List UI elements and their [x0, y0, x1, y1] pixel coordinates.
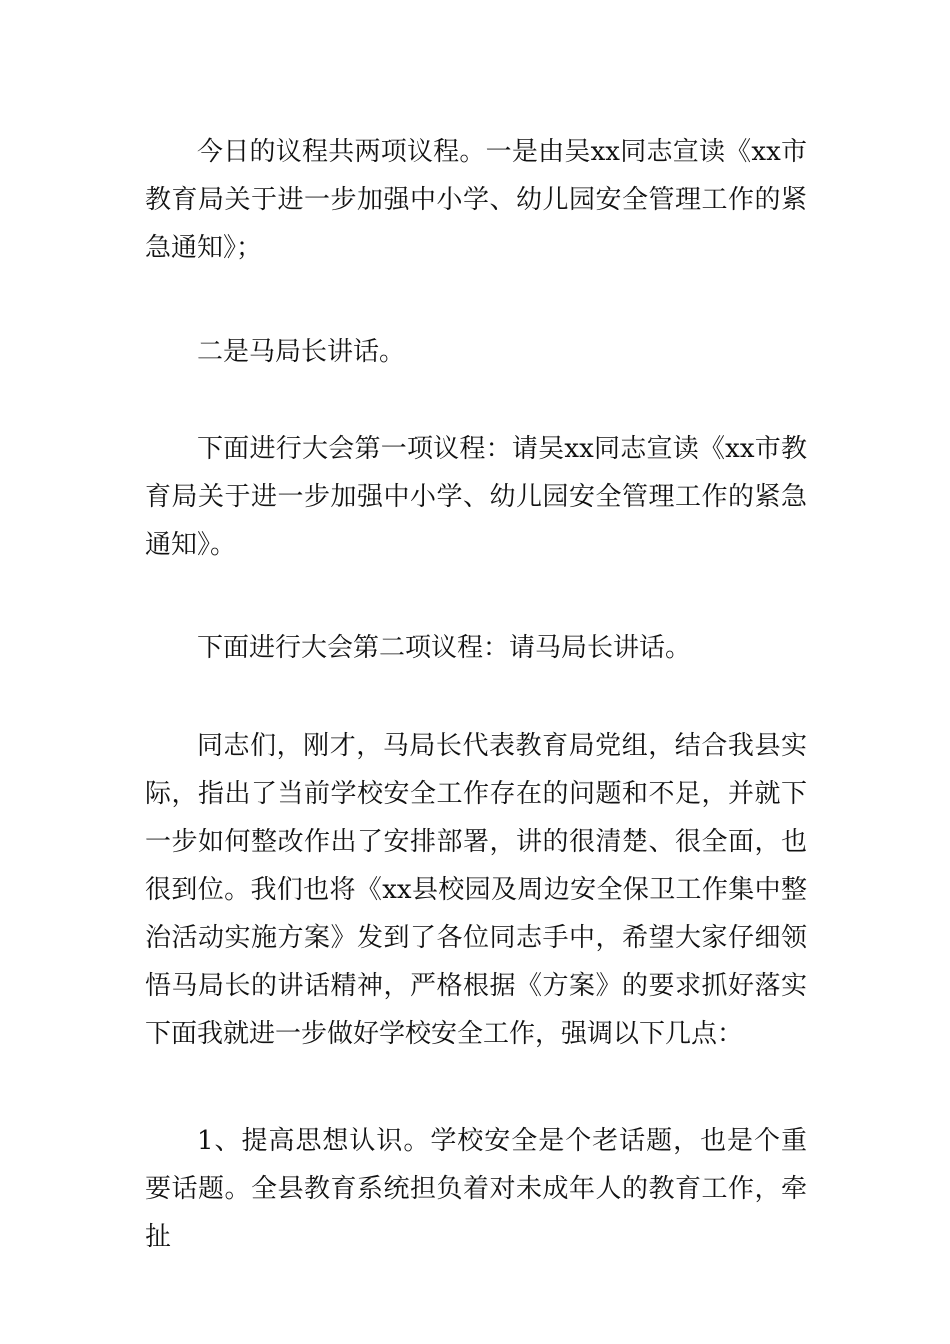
paragraph-summary-remarks: 同志们，刚才，马局长代表教育局党组，结合我县实际，指出了当前学校安全工作存在的问题和不足，并就下一步如何整改作出了安排部署，讲的很清楚、很全面，也很到位。我们也将《xx县校园及周边安全保卫工作集中整治活动实施方案》发到了各位同志手中，希望大家仔细领悟马局长的讲话精神，严格根据《方案》的要求抓好落实下面我就进一步做好学校安全工作，强调以下几点：: [145, 731, 807, 1049]
paragraph-agenda-item-two: 二是马局长讲话。: [197, 337, 406, 367]
paragraph-agenda-overview: 今日的议程共两项议程。一是由吴xx同志宣读《xx市教育局关于进一步加强中小学、幼儿园安全管理工作的紧急通知》；: [145, 137, 807, 263]
paragraph-first-agenda: 下面进行大会第一项议程：请吴xx同志宣读《xx市教育局关于进一步加强中小学、幼儿园安全管理工作的紧急通知》。: [145, 434, 807, 560]
paragraph-point-one: 1、提高思想认识。学校安全是个老话题，也是个重要话题。全县教育系统担负着对未成年人的教育工作，牵扯: [145, 1126, 807, 1252]
paragraph-second-agenda: 下面进行大会第二项议程：请马局长讲话。: [197, 633, 692, 663]
